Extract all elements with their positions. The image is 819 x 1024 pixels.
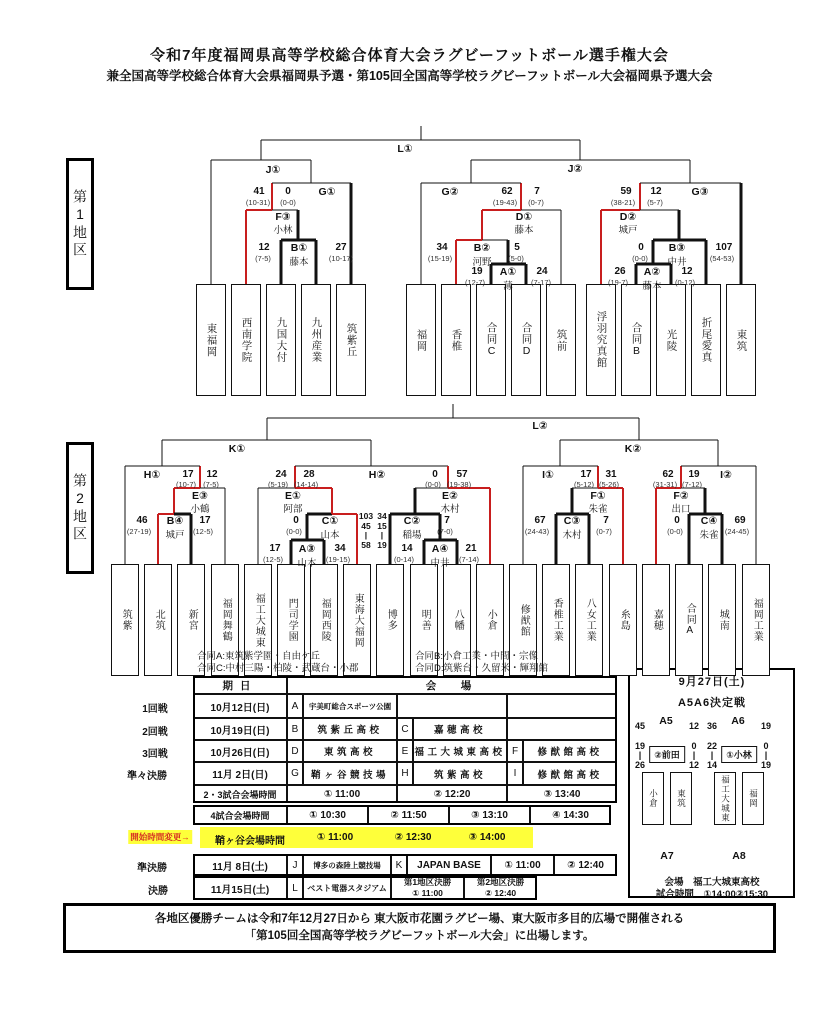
score-label: 0 [285, 186, 291, 197]
team-box: 筑紫丘 [336, 284, 366, 396]
schedule-cell: 筑紫丘高校 [303, 718, 397, 740]
referee-label: 木村 [440, 504, 460, 515]
schedule-round-label: 3回戦 [142, 749, 168, 760]
district-sidebar-label: 第1地区 [66, 158, 94, 290]
score-label: 12 [258, 242, 270, 253]
match-id-label: L① [397, 143, 413, 155]
schedule-round-label: 決勝 [148, 886, 168, 897]
match-id-label: A6 [731, 715, 745, 727]
score-label: 62 [662, 469, 674, 480]
schedule-cell: 11月 2日(日) [193, 762, 287, 785]
halftime-score-label: (19-38) [446, 480, 472, 489]
team-box: 東筑 [670, 772, 692, 825]
team-box: 城南 [708, 564, 736, 676]
referee-label: 山本 [297, 558, 317, 569]
schedule-cell: B [287, 718, 303, 740]
halftime-score-label: (31-31) [652, 480, 678, 489]
halftime-score-label: (12-5) [262, 555, 284, 564]
team-box: 嘉穂 [642, 564, 670, 676]
panel-score-label: 12 [688, 760, 700, 770]
halftime-score-label: (5-7) [647, 198, 663, 207]
halftime-score-label: (5-19) [267, 480, 289, 489]
schedule-cell [507, 694, 617, 718]
referee-label: 山本 [320, 530, 340, 541]
panel-score-label: 19 [760, 721, 772, 731]
panel-score-label: | [764, 750, 768, 760]
referee-label: 阿部 [283, 504, 303, 515]
match-id-label: K① [228, 443, 246, 455]
schedule-cell: ② 11:50 [368, 805, 449, 825]
score-label: 5 [514, 242, 520, 253]
halftime-score-label: (12-5) [192, 527, 214, 536]
team-box: 香椎工業 [542, 564, 570, 676]
page-title: 令和7年度福岡県高等学校総合体育大会ラグビーフットボール選手権大会 [150, 47, 669, 64]
schedule-cell: K [391, 854, 407, 876]
schedule-cell: J [287, 854, 303, 876]
schedule-cell: 第2地区決勝 ② 12:40 [464, 876, 537, 900]
schedule-cell: E [397, 740, 413, 762]
schedule-cell: 修猷館高校 [523, 762, 617, 785]
team-box: 合同D [511, 284, 541, 396]
score-label: 7 [444, 515, 450, 526]
schedule-cell [507, 718, 617, 740]
team-box: 糸島 [609, 564, 637, 676]
match-id-label: C③ [563, 515, 581, 527]
score-label: 24 [536, 266, 548, 277]
match-id-label: K② [624, 443, 642, 455]
match-id-label: A8 [732, 850, 746, 862]
schedule-cell: 宇美町総合スポーツ公園 [303, 694, 397, 718]
team-box: 博多 [376, 564, 404, 676]
match-id-label: G② [441, 186, 459, 198]
halftime-score-label: (7-5) [203, 480, 219, 489]
halftime-score-label: (10-31) [245, 198, 271, 207]
halftime-score-label: (0-0) [667, 527, 683, 536]
referee-label: 城戸 [618, 225, 638, 236]
score-label: 0 [674, 515, 680, 526]
panel-score-label: | [710, 750, 714, 760]
referee-label: 城戸 [165, 530, 185, 541]
halftime-score-label: (7-0) [437, 527, 453, 536]
stacked-score-label: 103 45 | 58 [358, 511, 374, 550]
match-id-label: H② [368, 469, 386, 481]
schedule-cell: 10月26日(日) [193, 740, 287, 762]
schedule-cell: 11月 8日(土) [193, 854, 287, 876]
combined-team-note: 合同A:東筑紫学園・自由ケ丘 [197, 651, 320, 662]
referee-label: 小鶴 [190, 504, 210, 515]
schedule-cell: 東筑高校 [303, 740, 397, 762]
panel-score-label: 36 [706, 721, 718, 731]
schedule-cell: ① 11:00 [287, 785, 397, 803]
panel-score-label: 14 [706, 760, 718, 770]
match-id-label: F② [673, 490, 689, 502]
highlighted-time-text: ③ 14:00 [468, 832, 506, 843]
match-id-label: E③ [192, 490, 208, 502]
panel-score-label: 26 [634, 760, 646, 770]
score-label: 59 [620, 186, 632, 197]
score-label: 69 [734, 515, 746, 526]
halftime-score-label: (7-12) [681, 480, 703, 489]
score-label: 46 [136, 515, 148, 526]
schedule-cell: A [287, 694, 303, 718]
halftime-score-label: (54-53) [709, 254, 735, 263]
combined-team-note: 合同C:中村三陽・柏陵・武蔵台・小郡 [197, 663, 359, 674]
team-box: 小倉 [476, 564, 504, 676]
team-box: 東海大福岡 [343, 564, 371, 676]
match-id-label: B④ [166, 515, 184, 527]
score-label: 34 [334, 543, 346, 554]
schedule-cell: G [287, 762, 303, 785]
team-box: 明善 [410, 564, 438, 676]
notice-line1: 各地区優勝チームは令和7年12月27日から 東大阪市花園ラグビー場、東大阪市多目的広場で開催される [154, 913, 685, 925]
combined-team-note: 合同D:筑紫台・久留米・輝翔館 [415, 663, 549, 674]
schedule-cell: 期日 [193, 676, 287, 694]
match-id-label: H① [143, 469, 161, 481]
schedule-cell: 第1地区決勝 ① 11:00 [391, 876, 464, 900]
team-box: 八幡 [443, 564, 471, 676]
halftime-score-label: (5-26) [598, 480, 620, 489]
panel-venue-label: 試合時間 ①14:00②15:30 [655, 889, 769, 900]
team-box: 筑紫 [111, 564, 139, 676]
panel-score-label: 0 [763, 741, 769, 751]
score-label: 17 [199, 515, 211, 526]
qualification-notice [63, 903, 776, 953]
score-label: 26 [614, 266, 626, 277]
team-box: 九州産業 [301, 284, 331, 396]
halftime-score-label: (5-12) [573, 480, 595, 489]
schedule-cell: F [507, 740, 523, 762]
score-label: 0 [293, 515, 299, 526]
team-box: 福岡 [406, 284, 436, 396]
highlighted-time-text: ① 11:00 [316, 832, 354, 843]
schedule-cell: JAPAN BASE [407, 854, 491, 876]
referee-label: 小林 [273, 225, 293, 236]
stacked-score-label: 34 15 | 19 [377, 511, 387, 550]
referee-label: 出口 [671, 504, 691, 515]
score-label: 17 [580, 469, 592, 480]
referee-label: 朱雀 [588, 504, 608, 515]
team-box: 西南学院 [231, 284, 261, 396]
schedule-cell: I [507, 762, 523, 785]
schedule-cell [397, 694, 507, 718]
schedule-cell: ベスト電器スタジアム [303, 876, 391, 900]
panel-date-label: A5A6決定戦 [677, 697, 747, 709]
halftime-score-label: (19-43) [492, 198, 518, 207]
match-id-label: A7 [660, 850, 674, 862]
panel-venue-label: 会場 福工大城東高校 [664, 877, 760, 888]
schedule-cell: L [287, 876, 303, 900]
match-id-label: I① [542, 469, 554, 481]
score-label: 12 [681, 266, 693, 277]
time-change-note: 開始時間変更→ [130, 832, 190, 842]
team-box: 北筑 [144, 564, 172, 676]
halftime-score-label: (0-0) [286, 527, 302, 536]
team-box: 八女工業 [575, 564, 603, 676]
halftime-score-label: (24-43) [524, 527, 550, 536]
referee-label: 河野 [472, 257, 492, 268]
page-subtitle: 兼全国高等学校総合体育大会県福岡県予選・第105回全国高等学校ラグビーフットボール大会福岡県予選大会 [106, 69, 713, 83]
referee-label: 藤本 [514, 225, 534, 236]
team-box: 福工大城東 [244, 564, 272, 676]
score-label: 28 [303, 469, 315, 480]
schedule-cell: C [397, 718, 413, 740]
score-label: 0 [432, 469, 438, 480]
schedule-cell: 10月12日(日) [193, 694, 287, 718]
panel-score-label: 0 [691, 741, 697, 751]
match-id-label: A④ [431, 543, 449, 555]
team-box: 合同B [621, 284, 651, 396]
halftime-score-label: (0-14) [393, 555, 415, 564]
match-id-label: C② [403, 515, 421, 527]
team-box: 合同C [476, 284, 506, 396]
score-label: 17 [269, 543, 281, 554]
halftime-score-label: (38-21) [610, 198, 636, 207]
score-label: 31 [605, 469, 617, 480]
halftime-score-label: (10-7) [175, 480, 197, 489]
schedule-cell: ③ 13:40 [507, 785, 617, 803]
halftime-score-label: (14-14) [293, 480, 319, 489]
schedule-round-label: 準決勝 [137, 863, 167, 874]
score-label: 34 [436, 242, 448, 253]
schedule-cell: 10月19日(日) [193, 718, 287, 740]
halftime-score-label: (12-7) [464, 278, 486, 287]
score-label: 19 [688, 469, 700, 480]
match-id-label: B① [290, 242, 308, 254]
team-box: 九国大付 [266, 284, 296, 396]
match-id-label: B③ [668, 242, 686, 254]
match-id-label: A5 [659, 715, 673, 727]
referee-label: 木村 [562, 530, 582, 541]
panel-referee-box: ①小林 [721, 746, 757, 763]
match-id-label: I② [720, 469, 732, 481]
highlighted-time-text: 鞘ヶ谷会場時間 [215, 836, 285, 847]
panel-score-label: 45 [634, 721, 646, 731]
halftime-score-label: (7-17) [530, 278, 552, 287]
team-box: 新宮 [177, 564, 205, 676]
halftime-score-label: (0-0) [280, 198, 296, 207]
schedule-cell: 嘉穂高校 [413, 718, 507, 740]
schedule-cell: 博多の森陸上競技場 [303, 854, 391, 876]
schedule-cell: ② 12:20 [397, 785, 507, 803]
schedule-cell: ① 11:00 [491, 854, 554, 876]
schedule-cell: ④ 14:30 [530, 805, 611, 825]
team-box: 小倉 [642, 772, 664, 825]
match-id-label: A③ [298, 543, 316, 555]
match-id-label: E② [442, 490, 458, 502]
team-box: 修猷館 [509, 564, 537, 676]
team-box: 香椎 [441, 284, 471, 396]
halftime-score-label: (7-5) [255, 254, 271, 263]
score-label: 0 [638, 242, 644, 253]
referee-label: 藤本 [642, 281, 662, 292]
match-id-label: C① [321, 515, 339, 527]
referee-label: 藤本 [289, 257, 309, 268]
schedule-cell: ① 10:30 [287, 805, 368, 825]
combined-team-note: 合同B:小倉工業・中間・宗像 [415, 651, 538, 662]
score-label: 12 [206, 469, 218, 480]
referee-label: 中井 [430, 558, 450, 569]
halftime-score-label: (27-19) [126, 527, 152, 536]
halftime-score-label: (0-12) [674, 278, 696, 287]
team-box: 合同A [675, 564, 703, 676]
halftime-score-label: (0-0) [632, 254, 648, 263]
halftime-score-label: (0-7) [528, 198, 544, 207]
team-box: 光陵 [656, 284, 686, 396]
match-id-label: G① [318, 186, 336, 198]
team-box: 福岡 [742, 772, 764, 825]
panel-referee-box: ②前田 [649, 746, 685, 763]
match-id-label: D① [515, 211, 533, 223]
schedule-cell: 11月15日(土) [193, 876, 287, 900]
schedule-cell: 筑紫高校 [413, 762, 507, 785]
schedule-cell: 鞘ヶ谷競技場 [303, 762, 397, 785]
score-label: 19 [471, 266, 483, 277]
team-box: 東筑 [726, 284, 756, 396]
match-id-label: C④ [700, 515, 718, 527]
panel-score-label: | [692, 750, 696, 760]
team-box: 浮羽究真館 [586, 284, 616, 396]
match-id-label: J① [265, 164, 281, 176]
schedule-cell: 2・3試合会場時間 [193, 785, 287, 803]
halftime-score-label: (0-7) [596, 527, 612, 536]
panel-score-label: 12 [688, 721, 700, 731]
panel-score-label: | [638, 750, 642, 760]
match-id-label: D② [619, 211, 637, 223]
match-id-label: B② [473, 242, 491, 254]
halftime-score-label: (19-7) [607, 278, 629, 287]
schedule-round-label: 1回戦 [142, 704, 168, 715]
schedule-round-label: 準々決勝 [127, 771, 167, 782]
halftime-score-label: (10-17) [328, 254, 354, 263]
halftime-score-label: (5-0) [508, 254, 524, 263]
score-label: 107 [715, 242, 733, 253]
match-id-label: E① [285, 490, 301, 502]
match-id-label: L② [532, 420, 548, 432]
district-sidebar-label: 第2地区 [66, 442, 94, 574]
match-id-label: F③ [275, 211, 291, 223]
score-label: 14 [401, 543, 413, 554]
score-label: 24 [275, 469, 287, 480]
halftime-score-label: (19-15) [325, 555, 351, 564]
schedule-cell: 福工大城東高校 [413, 740, 507, 762]
referee-label: 中井 [667, 257, 687, 268]
score-label: 27 [335, 242, 347, 253]
team-box: 折尾愛真 [691, 284, 721, 396]
panel-score-label: 22 [706, 741, 718, 751]
match-id-label: A① [499, 266, 517, 278]
notice-line2: 「第105回全国高等学校ラグビーフットボール大会」に出場します。 [244, 930, 595, 942]
team-box: 福岡西陵 [310, 564, 338, 676]
panel-score-label: 19 [760, 760, 772, 770]
highlighted-time-text: ② 12:30 [394, 832, 432, 843]
score-label: 7 [534, 186, 540, 197]
score-label: 67 [534, 515, 546, 526]
halftime-score-label: (7-14) [458, 555, 480, 564]
schedule-cell: ② 12:40 [554, 854, 617, 876]
halftime-score-label: (15-19) [427, 254, 453, 263]
schedule-cell: 修猷館高校 [523, 740, 617, 762]
score-label: 12 [650, 186, 662, 197]
schedule-cell: D [287, 740, 303, 762]
match-id-label: F① [590, 490, 606, 502]
referee-label: 薄 [503, 281, 513, 292]
team-box: 福工大城東 [714, 772, 736, 825]
team-box: 門司学園 [277, 564, 305, 676]
referee-label: 稲場 [402, 530, 422, 541]
schedule-cell: 4試合会場時間 [193, 805, 287, 825]
schedule-round-label: 2回戦 [142, 727, 168, 738]
panel-score-label: 19 [634, 741, 646, 751]
team-box: 東福岡 [196, 284, 226, 396]
score-label: 17 [182, 469, 194, 480]
schedule-cell: ③ 13:10 [449, 805, 530, 825]
score-label: 62 [501, 186, 513, 197]
match-id-label: A② [643, 266, 661, 278]
team-box: 福岡舞鶴 [211, 564, 239, 676]
schedule-cell: H [397, 762, 413, 785]
team-box: 福岡工業 [742, 564, 770, 676]
match-id-label: G③ [691, 186, 709, 198]
schedule-cell: 会 場 [287, 676, 617, 694]
score-label: 21 [465, 543, 477, 554]
referee-label: 朱雀 [699, 530, 719, 541]
halftime-score-label: (0-0) [425, 480, 441, 489]
match-id-label: J② [567, 163, 583, 175]
score-label: 7 [603, 515, 609, 526]
panel-date-label: 9月27日(土) [678, 676, 746, 688]
score-label: 41 [253, 186, 265, 197]
halftime-score-label: (24-45) [724, 527, 750, 536]
score-label: 57 [456, 469, 468, 480]
team-box: 筑前 [546, 284, 576, 396]
